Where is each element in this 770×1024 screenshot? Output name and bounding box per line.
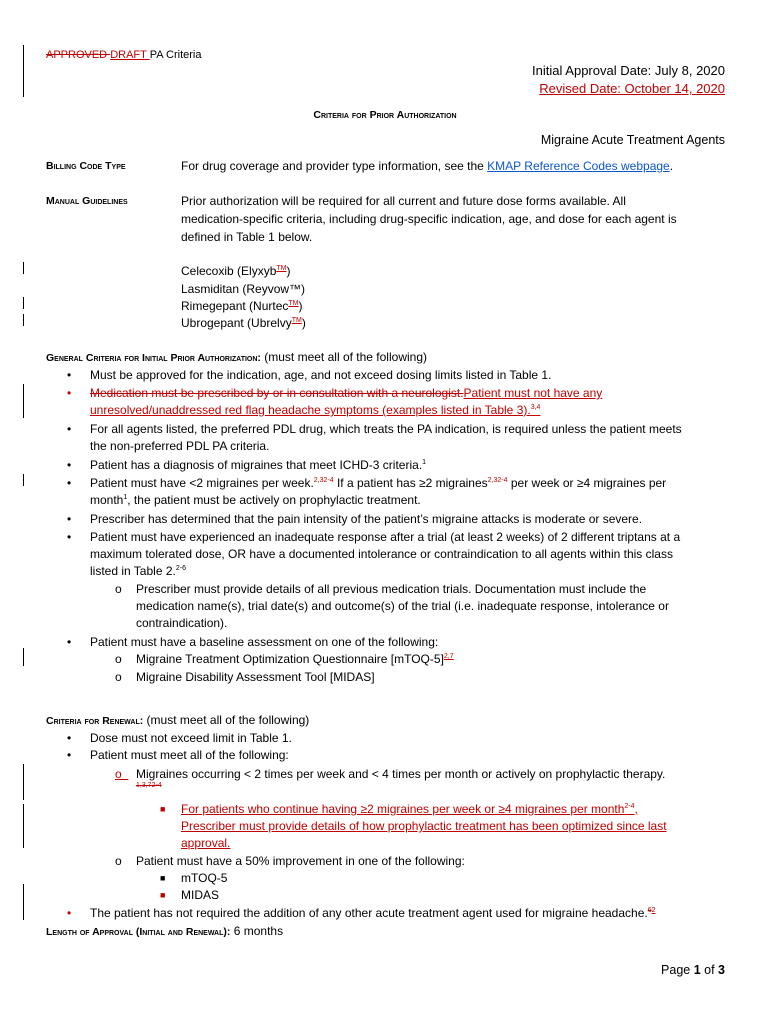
circle-bullet-icon: o <box>115 854 122 868</box>
square-bullet-icon: ■ <box>160 804 166 814</box>
billing-code-label: Billing Code Type <box>46 160 126 172</box>
approved-struck: APPROVED <box>46 49 111 61</box>
page-title: Criteria for Prior Authorization <box>313 109 457 121</box>
drug-class: Migraine Acute Treatment Agents <box>540 133 725 147</box>
general-b3-cont: the non-preferred PDL PA criteria. <box>90 439 270 453</box>
bullet-icon: • <box>67 530 72 544</box>
general-b3: For all agents listed, the preferred PDL drug, which treats the PA indication, is required unless the patient meets <box>90 422 682 436</box>
change-bar <box>23 884 24 920</box>
change-bar <box>23 314 24 326</box>
page-number: Page 1 of 3 <box>661 963 725 977</box>
document-header-label <box>46 46 201 64</box>
change-bar <box>23 804 24 848</box>
bullet-icon: • <box>67 476 72 490</box>
change-bar <box>23 384 24 418</box>
general-b2: Medication must be prescribed by or in consultation with a neurologist.Patient must not have any <box>90 386 603 400</box>
bullet-icon: • <box>67 368 72 382</box>
general-b7-sub-cont: medication name(s), trial date(s) and outcome(s) of the trial (i.e. inadequate response, intolerance or <box>136 599 669 613</box>
renewal-s2: Patient must have a 50% improvement in one of the following: <box>136 854 465 868</box>
circle-bullet-icon: o <box>115 582 122 596</box>
general-b8-s1: Migraine Treatment Optimization Questionnaire [mTOQ-5]$^{2,7}$ <box>136 652 454 666</box>
change-bar <box>23 764 24 800</box>
renewal-sq1: For patients who continue having ≥2 migraines per week or ≥4 migraines per month$^{2-4}$, <box>181 802 638 816</box>
renewal-sq2: mTOQ-5 <box>181 871 228 885</box>
bullet-icon: • <box>67 731 72 745</box>
draft-inserted: DRAFT <box>110 49 150 61</box>
general-b2-cont: unresolved/unaddressed red flag headache symptoms (examples listed in Table 3).$^{3,4}$ <box>90 403 541 417</box>
revised-date: Revised Date: October 14, 2020 <box>539 81 725 96</box>
bullet-icon: • <box>67 422 72 436</box>
manual-line-3: defined in Table 1 below. <box>181 230 313 244</box>
square-bullet-icon: ■ <box>160 873 166 883</box>
bullet-icon: • <box>67 906 72 920</box>
renewal-b2: Patient must meet all of the following: <box>90 748 289 762</box>
general-b8-s2: Migraine Disability Assessment Tool [MIDAS] <box>136 670 375 684</box>
drug-item: Lasmiditan (Reyvow™) <box>181 282 306 296</box>
circle-bullet-icon: o <box>115 652 122 666</box>
general-b5: Patient must have <2 migraines per week.$^{2,32-4}$ If a patient has ≥2 migraines$^{2,32-4}$ per week or ≥4 migraines per <box>90 476 667 490</box>
change-bar <box>23 45 24 97</box>
drug-item: Celecoxib (Elyxyb™) <box>181 264 291 278</box>
initial-approval-date: Initial Approval Date: July 8, 2020 <box>532 63 725 78</box>
renewal-sq1-cont: approval. <box>181 836 231 850</box>
general-b8: Patient must have a baseline assessment on one of the following: <box>90 635 439 649</box>
change-bar <box>23 474 24 486</box>
renewal-b1: Dose must not exceed limit in Table 1. <box>90 731 292 745</box>
bullet-icon: • <box>67 386 72 400</box>
change-bar <box>23 648 24 666</box>
renewal-heading: Criteria for Renewal: (must meet all of the following) <box>46 713 310 727</box>
drug-item: Rimegepant (Nurtec™) <box>181 299 303 313</box>
bullet-icon: • <box>67 635 72 649</box>
pa-criteria-label: PA Criteria <box>149 49 202 61</box>
square-bullet-icon: ■ <box>160 890 166 900</box>
general-b7-cont: listed in Table 2.$^{2-6}$ <box>90 564 186 578</box>
billing-text: For drug coverage and provider type information, see the KMAP Reference Codes webpage. <box>181 159 674 173</box>
renewal-s1-ref: 1,3,72-4 <box>136 782 162 789</box>
renewal-sq3: MIDAS <box>181 888 220 902</box>
bullet-icon: • <box>67 458 72 472</box>
circle-bullet-icon: o <box>115 767 129 781</box>
bullet-icon: • <box>67 512 72 526</box>
general-b7: Patient must have experienced an inadequate response after a trial (at least 2 weeks) of 2 different triptans at a <box>90 530 681 544</box>
renewal-sq1-cont: Prescriber must provide details of how prophylactic treatment has been optimized since last <box>181 819 667 833</box>
manual-line-2: medication-specific criteria, including drug-specific indication, age, and dose for each agent is <box>181 212 677 226</box>
length-of-approval: Length of Approval (Initial and Renewal): 6 months <box>46 924 284 938</box>
change-bar <box>23 262 24 274</box>
renewal-s1: Migraines occurring < 2 times per week and < 4 times per month or actively on prophylactic therapy. <box>136 767 666 781</box>
change-bar <box>23 297 24 309</box>
kmap-link[interactable]: KMAP Reference Codes webpage <box>487 159 670 173</box>
bullet-icon: • <box>67 748 72 762</box>
renewal-b3: The patient has not required the addition of any other acute treatment agent used for migraine headache.$^{62}$ <box>90 906 656 920</box>
general-b1: Must be approved for the indication, age, and not exceed dosing limits listed in Table 1. <box>90 368 552 382</box>
general-b7-sub-cont: contraindication). <box>136 616 228 630</box>
manual-line-1: Prior authorization will be required for all current and future dose forms available. All <box>181 194 626 208</box>
general-b7-sub: Prescriber must provide details of all previous medication trials. Documentation must include the <box>136 582 647 596</box>
general-b6: Prescriber has determined that the pain intensity of the patient’s migraine attacks is moderate or severe. <box>90 512 643 526</box>
general-b5-cont: month$^1$, the patient must be actively on prophylactic treatment. <box>90 493 421 507</box>
general-b4: Patient has a diagnosis of migraines that meet ICHD-3 criteria.$^1$ <box>90 458 427 472</box>
general-criteria-heading: General Criteria for Initial Prior Authorization: (must meet all of the following) <box>46 350 427 364</box>
circle-bullet-icon: o <box>115 670 122 684</box>
drug-item: Ubrogepant (Ubrelvy™) <box>181 316 306 330</box>
manual-guidelines-label: Manual Guidelines <box>46 195 128 207</box>
general-b7-cont: maximum tolerated dose, OR have a documented intolerance or contraindication to all agents within this class <box>90 547 673 561</box>
